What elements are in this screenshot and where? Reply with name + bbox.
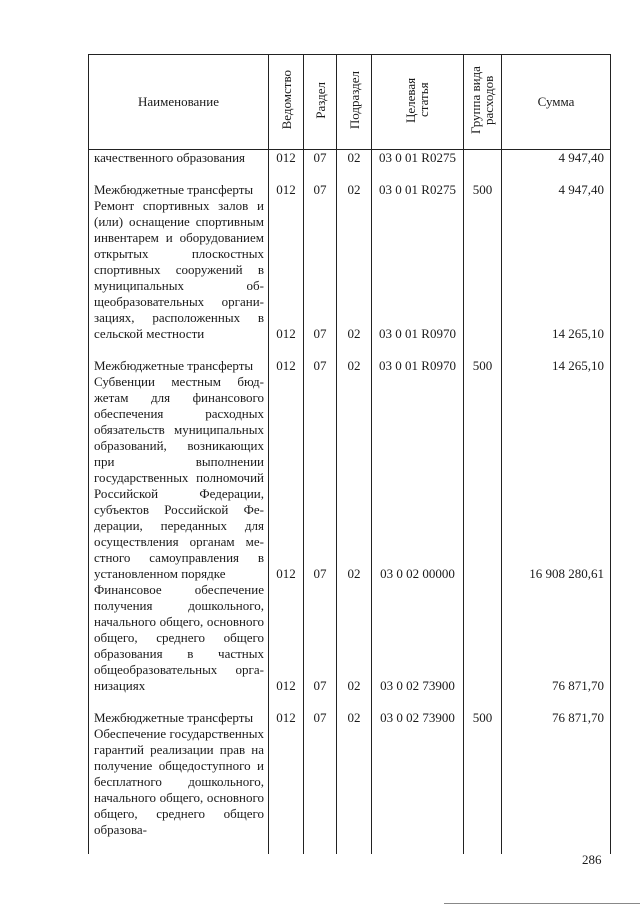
row-section: 07 [304,342,337,374]
row-name: Межбюджетные трансферты [89,166,269,198]
row-section: 07 [304,150,337,167]
header-dept: Ведомство [269,55,304,150]
row-section: 07 [304,582,337,694]
row-dept: 012 [269,342,304,374]
row-sum: 4 947,40 [502,166,611,198]
row-target: 03 0 01 R0275 [372,150,464,167]
row-group [464,726,502,854]
row-subsection [337,726,372,854]
row-group [464,374,502,582]
row-sum: 76 871,70 [502,694,611,726]
table-row [89,694,611,726]
row-target: 03 0 01 R0970 [372,342,464,374]
row-section: 07 [304,166,337,198]
row-section: 07 [304,198,337,342]
row-subsection: 02 [337,342,372,374]
page-number: 286 [582,852,602,867]
row-subsection: 02 [337,150,372,167]
row-section [304,726,337,854]
header-name: Наименование [89,55,269,150]
table-row [89,726,611,854]
row-section: 07 [304,374,337,582]
row-name: Ремонт спортивных залов и (или) оснащение спортивным инвентарем и оборудованием открытых плоскостных спортивных сооружений в муниципальных общеобразовательных организациях, расположенных в сельской местности [89,198,269,342]
table-row [89,198,611,342]
row-dept [269,726,304,854]
row-group: 500 [464,342,502,374]
row-target [372,726,464,854]
row-target: 03 0 01 R0970 [372,198,464,342]
row-name: качественного образования [89,150,269,167]
row-target: 03 0 02 00000 [372,374,464,582]
row-subsection: 02 [337,374,372,582]
row-name: Межбюджетные трансферты [89,694,269,726]
row-name: Межбюджетные трансферты [89,342,269,374]
row-subsection: 02 [337,582,372,694]
row-dept: 012 [269,582,304,694]
row-target: 03 0 01 R0275 [372,166,464,198]
header-target: Целевая статья [372,55,464,150]
row-target: 03 0 02 73900 [372,694,464,726]
row-target: 03 0 02 73900 [372,582,464,694]
table-row [89,166,611,198]
row-subsection: 02 [337,166,372,198]
footer-rule [444,903,640,904]
table-row [89,342,611,374]
budget-table [88,54,611,854]
table-row [89,582,611,694]
row-subsection: 02 [337,198,372,342]
row-group [464,198,502,342]
table-row [89,150,611,167]
row-name: Обеспечение государственных гарантий реализации прав на получение общедоступного и бесплатного дошкольного, начального общего, основного общего, среднего общего образова- [89,726,269,854]
row-group: 500 [464,166,502,198]
row-dept: 012 [269,374,304,582]
header-section: Раздел [304,55,337,150]
row-name: Субвенции местным бюджетам для финансового обеспечения расходных обязательств муниципальных образований, возникающих при выполнении государственных полномочий Российской Федерации, субъектов Российской Федерации, переданных для осуществления органам местного самоуправления в установленном порядке [89,374,269,582]
row-dept: 012 [269,198,304,342]
row-group [464,150,502,167]
row-sum [502,726,611,854]
row-sum: 4 947,40 [502,150,611,167]
header-row [89,55,611,150]
row-sum: 76 871,70 [502,582,611,694]
row-dept: 012 [269,150,304,167]
row-sum: 14 265,10 [502,342,611,374]
row-dept: 012 [269,166,304,198]
table-row [89,374,611,582]
header-subsection: Подраздел [337,55,372,150]
row-name: Финансовое обеспечение получения дошкольного, начального общего, основного общего, среднего общего образования в частных общеобразовательных организациях [89,582,269,694]
row-group: 500 [464,694,502,726]
row-dept: 012 [269,694,304,726]
row-subsection: 02 [337,694,372,726]
row-sum: 16 908 280,61 [502,374,611,582]
header-sum: Сумма [502,55,611,150]
row-group [464,582,502,694]
row-section: 07 [304,694,337,726]
header-group: Группа вида расходов [464,55,502,150]
row-sum: 14 265,10 [502,198,611,342]
